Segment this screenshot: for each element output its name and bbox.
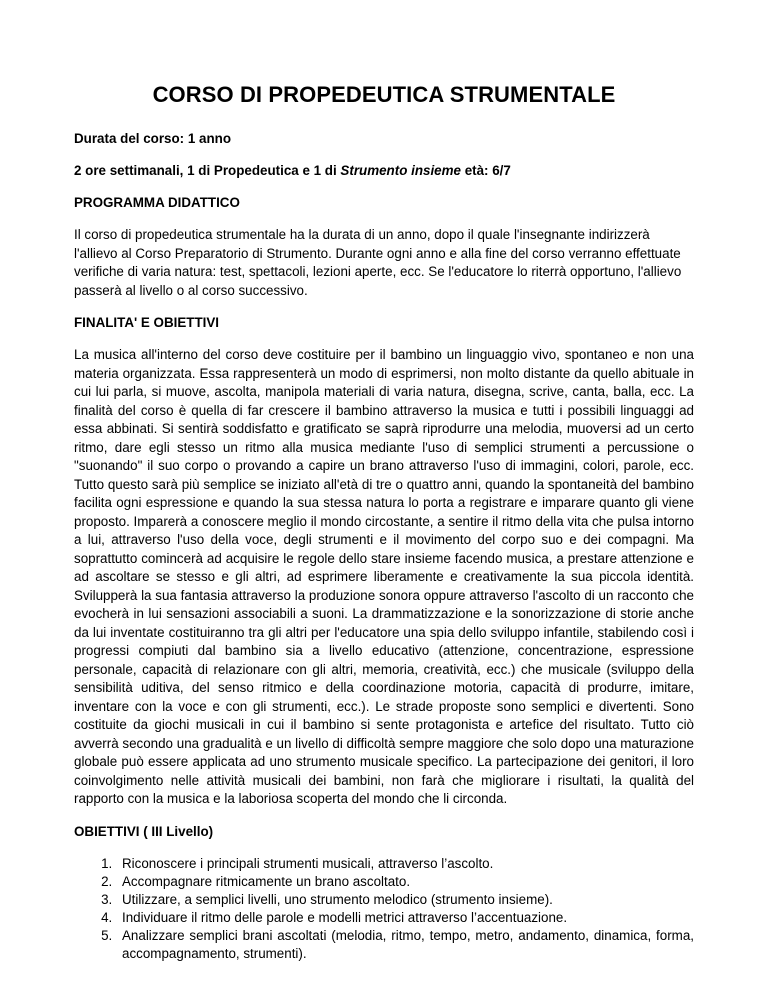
- objective-item: 5. Analizzare semplici brani ascoltati (melodia, ritmo, tempo, metro, andamento, dinamica, forma, accompagnamento, strumenti).: [116, 927, 694, 963]
- objective-item: 2. Accompagnare ritmicamente un brano ascoltato.: [116, 873, 694, 891]
- objective-item: 1. Riconoscere i principali strumenti musicali, attraverso l’ascolto.: [116, 855, 694, 873]
- goals-paragraph: La musica all'interno del corso deve costituire per il bambino un linguaggio vivo, spontaneo e non una materia organizzata. Essa rappresenterà un modo di esprimersi, non molto distante da quello abituale in cui lui parla, si muove, ascolta, manipola materiali di varia natura, disegna, scrive, canta, balla, ecc. La finalità del corso è quella di far crescere il bambino attraverso la musica e tutti i possibili linguaggi ad essa abbinati. Si sentirà soddisfatto e gratificato se saprà riprodurre una melodia, muoversi ad un certo ritmo, dare egli stesso un ritmo alla musica mediante l'uso di semplici strumenti a percussione o "suonando" il suo corpo o provando a capire un brano attraverso l'uso di immagini, colori, parole, ecc. Tutto questo sarà più semplice se iniziato all'età di tre o quattro anni, quando la spontaneità del bambino facilita ogni espressione e quando la sua stessa natura lo porta a registrare e imparare quanto gli viene proposto. Imparerà a conoscere meglio il mondo circostante, a sentire il ritmo della vita che pulsa intorno a lui, attraverso l'uso della voce, degli strumenti e il movimento del corpo suo e dei compagni. Ma soprattutto comincerà ad acquisire le regole dello stare insieme facendo musica, a prestare attenzione e ad ascoltare se stesso e gli altri, ad esprimere liberamente e creativamente la sua piccola identità. Svilupperà la sua fantasia attraverso la produzione sonora oppure attraverso l'ascolto di un racconto che evocherà in lui sensazioni associabili a suoni. La drammatizzazione e la sonorizzazione di storie anche da lui inventate costituiranno tra gli altri per l'educatore una spia dello sviluppo infantile, stabilendo così i progressi compiuti dal bambino sia a livello educativo (attenzione, concentrazione, espressione personale, capacità di relazionare con gli altri, memoria, creatività, ecc.) che musicale (sviluppo della sensibilità uditiva, del senso ritmico e della coordinazione motoria, capacità di produrre, imitare, inventare con la voce e con gli strumenti, ecc.). Le strade proposte sono semplici e divertenti. Sono costituite da giochi musicali in cui il bambino si sente protagonista e artefice del risultato. Tutto ciò avverrà secondo una gradualità e un livello di difficoltà sempre maggiore che solo dopo una maturazione globale può essere applicata ad uno strumento musicale specifico. La partecipazione dei genitori, il loro coinvolgimento nelle attività musicali dei bambini, non farà che migliorare i risultati, la qualità del rapporto con la musica e la laboriosa scoperta del mondo che li circonda.: [74, 347, 694, 806]
- goals-heading: FINALITA' E OBIETTIVI: [74, 315, 220, 330]
- course-duration: Durata del corso: 1 anno: [74, 131, 232, 146]
- document-title: CORSO DI PROPEDEUTICA STRUMENTALE: [152, 82, 616, 107]
- hours-text-after: età: 6/7: [460, 163, 511, 178]
- program-heading: PROGRAMMA DIDATTICO: [74, 195, 240, 210]
- objective-item: 3. Utilizzare, a semplici livelli, uno strumento melodico (strumento insieme).: [116, 891, 694, 909]
- objective-item: 4. Individuare il ritmo delle parole e modelli metrici attraverso l’accentuazione.: [116, 909, 694, 927]
- program-paragraph: Il corso di propedeutica strumentale ha la durata di un anno, dopo il quale l'insegnante indirizzerà l'allievo al Corso Preparatorio di Strumento. Durante ogni anno e alla fine del corso verranno effettuate verifiche di varia natura: test, spettacoli, lezioni aperte, ecc. Se l'educatore lo riterrà opportuno, l'allievo passerà al livello o al corso successivo.: [74, 227, 682, 298]
- hours-text-before: 2 ore settimanali, 1 di Propedeutica e 1 di: [74, 163, 341, 178]
- objectives-list: [74, 855, 694, 963]
- course-hours: [74, 162, 694, 180]
- hours-text-italic: Strumento insieme: [340, 163, 461, 178]
- objectives-heading: OBIETTIVI ( III Livello): [74, 823, 214, 839]
